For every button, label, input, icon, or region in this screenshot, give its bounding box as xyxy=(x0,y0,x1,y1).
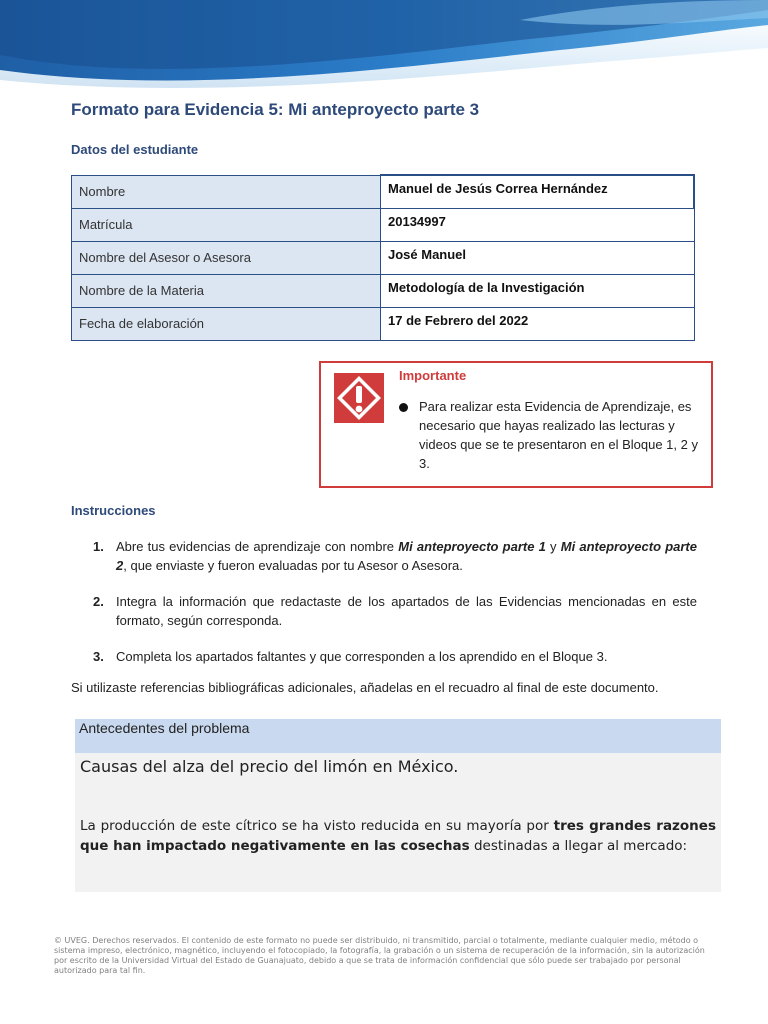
bullet-icon xyxy=(399,403,408,412)
instruction-text: Abre tus evidencias de aprendizaje con nombre xyxy=(116,539,399,554)
subject-value: Metodología de la Investigación xyxy=(381,274,695,307)
student-id-value: 20134997 xyxy=(381,208,695,241)
instruction-text: Integra la información que redactaste de los apartados de las Evidencias mencionadas en este formato, según corresponda. xyxy=(116,594,697,628)
header-banner xyxy=(0,0,768,96)
date-value: 17 de Febrero del 2022 xyxy=(381,307,695,340)
instructions-list xyxy=(93,537,697,683)
table-row xyxy=(72,307,695,340)
list-number: 2. xyxy=(93,594,104,609)
background-section-header: Antecedentes del problema xyxy=(75,719,721,753)
important-notice xyxy=(319,361,713,488)
student-data-heading: Datos del estudiante xyxy=(71,142,199,157)
table-row xyxy=(72,274,695,307)
list-item xyxy=(93,592,697,630)
list-item xyxy=(93,537,697,575)
student-name-label: Nombre xyxy=(72,175,381,208)
instruction-text: , que enviaste y fueron evaluadas por tu Asesor o Asesora. xyxy=(123,558,463,573)
evidence-name: Mi anteproyecto parte 2 xyxy=(116,539,697,573)
copyright-notice: © UVEG. Derechos reservados. El contenido de este formato no puede ser distribuido, ni transmitido, parcial o totalmente, mediante cualquier medio, método o sistema impreso, electrónico, magnético, incluyendo el fotocopiado, la fotografía, la grabación o un sistema de recuperación de la información, sin la autorización por escrito de la Universidad Virtual del Estado de Guanajuato, debido a que se trata de información confidencial que sólo puede ser trabajado por personal autorizado para tal fin. xyxy=(54,936,705,975)
background-section-body xyxy=(75,753,721,892)
important-text: Para realizar esta Evidencia de Aprendizaje, es necesario que hayas realizado las lecturas y videos que se te presentaron en el Bloque 1, 2 y 3. xyxy=(419,399,698,471)
list-item xyxy=(93,647,697,666)
advisor-label: Nombre del Asesor o Asesora xyxy=(72,241,381,274)
paragraph-text: La producción de este cítrico se ha visto reducida en su mayoría por xyxy=(80,818,554,834)
table-row xyxy=(72,175,695,208)
table-row xyxy=(72,208,695,241)
background-paragraph xyxy=(80,816,716,856)
references-note: Si utilizaste referencias bibliográficas adicionales, añadelas en el recuadro al final de este documento. xyxy=(71,680,659,695)
warning-icon xyxy=(334,373,384,423)
background-subtitle: Causas del alza del precio del limón en México. xyxy=(80,757,459,776)
evidence-name: Mi anteproyecto parte 1 xyxy=(398,539,546,554)
paragraph-emphasis: tres grandes razones que han impactado negativamente en las cosechas xyxy=(80,818,716,854)
important-title: Importante xyxy=(399,368,467,383)
subject-label: Nombre de la Materia xyxy=(72,274,381,307)
student-data-table xyxy=(71,174,695,341)
table-row xyxy=(72,241,695,274)
date-label: Fecha de elaboración xyxy=(72,307,381,340)
student-id-label: Matrícula xyxy=(72,208,381,241)
instruction-text: y xyxy=(545,539,561,554)
student-name-value: Manuel de Jesús Correa Hernández xyxy=(381,175,695,208)
instruction-text: Completa los apartados faltantes y que corresponden a los aprendido en el Bloque 3. xyxy=(116,649,608,664)
instructions-heading: Instrucciones xyxy=(71,503,156,518)
paragraph-text: destinadas a llegar al mercado: xyxy=(469,838,688,854)
list-number: 3. xyxy=(93,649,104,664)
list-number: 1. xyxy=(93,539,104,554)
document-title: Formato para Evidencia 5: Mi anteproyecto parte 3 xyxy=(71,100,480,119)
advisor-value: José Manuel xyxy=(381,241,695,274)
